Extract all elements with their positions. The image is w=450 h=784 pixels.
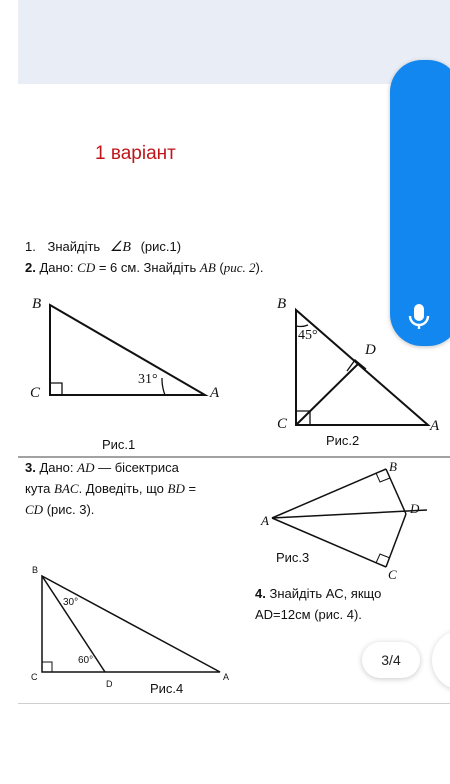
fig4-caption: Рис.4 (150, 681, 184, 696)
task-3-bac: BAC (54, 481, 79, 496)
fig1-angle-label: 31° (138, 372, 158, 387)
fig3-label-c: C (388, 567, 397, 582)
fig4-label-d: D (106, 679, 113, 689)
task-3-line-2 (25, 480, 255, 498)
task-1-text: Знайдіть (47, 239, 101, 254)
fig2-label-a: A (430, 418, 440, 434)
page-indicator[interactable]: 3/4 (362, 642, 420, 678)
task-1-number: 1. (25, 239, 36, 254)
task-3-ad: AD (77, 460, 95, 475)
task-4-text-b: AD=12см (255, 607, 311, 622)
fig4-label-c: C (31, 672, 38, 682)
task-2-text-a: Дано: (39, 260, 74, 275)
task-4 (255, 585, 381, 624)
task-3-text-b: — бісектриса (98, 460, 179, 475)
task-2-ab: AB (199, 260, 216, 275)
task-2-cd: CD (77, 260, 96, 275)
fig3-label-a: A (261, 513, 269, 528)
task-1-ref: (рис.1) (140, 239, 182, 254)
task-4-text-a: Знайдіть АС, якщо (269, 586, 382, 601)
fig4-label-b: B (32, 565, 39, 575)
task-4-number: 4. (255, 586, 266, 601)
fig1-label-c: C (30, 385, 41, 401)
fig1-label-a: A (210, 385, 220, 401)
fig4-triangle (42, 576, 220, 672)
task-4-line-1 (255, 585, 381, 603)
task-3 (25, 459, 255, 519)
task-2-ref-b: ). (255, 260, 264, 275)
task-3-number: 3. (25, 460, 36, 475)
task-1-angle: ∠B (109, 240, 131, 255)
task-3-line-1 (25, 459, 255, 477)
task-3-text-d: . Доведіть, що (78, 481, 164, 496)
fig1-triangle (50, 305, 205, 395)
page-bottom-edge (18, 703, 450, 704)
fig3-label-b: B (389, 459, 397, 474)
fig2-caption: Рис.2 (326, 433, 360, 448)
task-2-text-b: = 6 см. Знайдіть (98, 260, 197, 275)
fig1-caption: Рис.1 (102, 437, 136, 452)
variant-title: 1 варіант (95, 143, 176, 164)
fig2-angle-label: 45° (298, 328, 318, 343)
task-3-text-a: Дано: (39, 460, 74, 475)
fig3-caption: Рис.3 (276, 550, 310, 565)
task-3-line-3 (25, 501, 255, 519)
task-4-line-2 (255, 606, 381, 624)
fig4-label-a: A (223, 672, 230, 682)
fig4-angle-1: 30° (63, 597, 79, 608)
microphone-icon (398, 295, 440, 337)
task-2-ref: рис. 2 (223, 260, 256, 275)
task-3-text-e: = (188, 481, 197, 496)
task-3-ref: (рис. 3). (46, 502, 95, 517)
task-4-ref: (рис. 4). (314, 607, 362, 622)
fig2-label-b: B (277, 296, 287, 312)
fig2-label-d: D (365, 342, 376, 358)
task-2-ref-a: ( (219, 260, 224, 275)
task-3-bd: BD (167, 481, 185, 496)
fig3-label-d: D (410, 501, 420, 516)
fig2-label-c: C (277, 416, 288, 432)
task-3-cd: CD (25, 502, 44, 517)
task-3-text-c: кута (25, 481, 51, 496)
task-2-number: 2. (25, 260, 36, 275)
fig1-label-b: B (32, 296, 42, 312)
fig4-angle-2: 60° (78, 655, 94, 666)
